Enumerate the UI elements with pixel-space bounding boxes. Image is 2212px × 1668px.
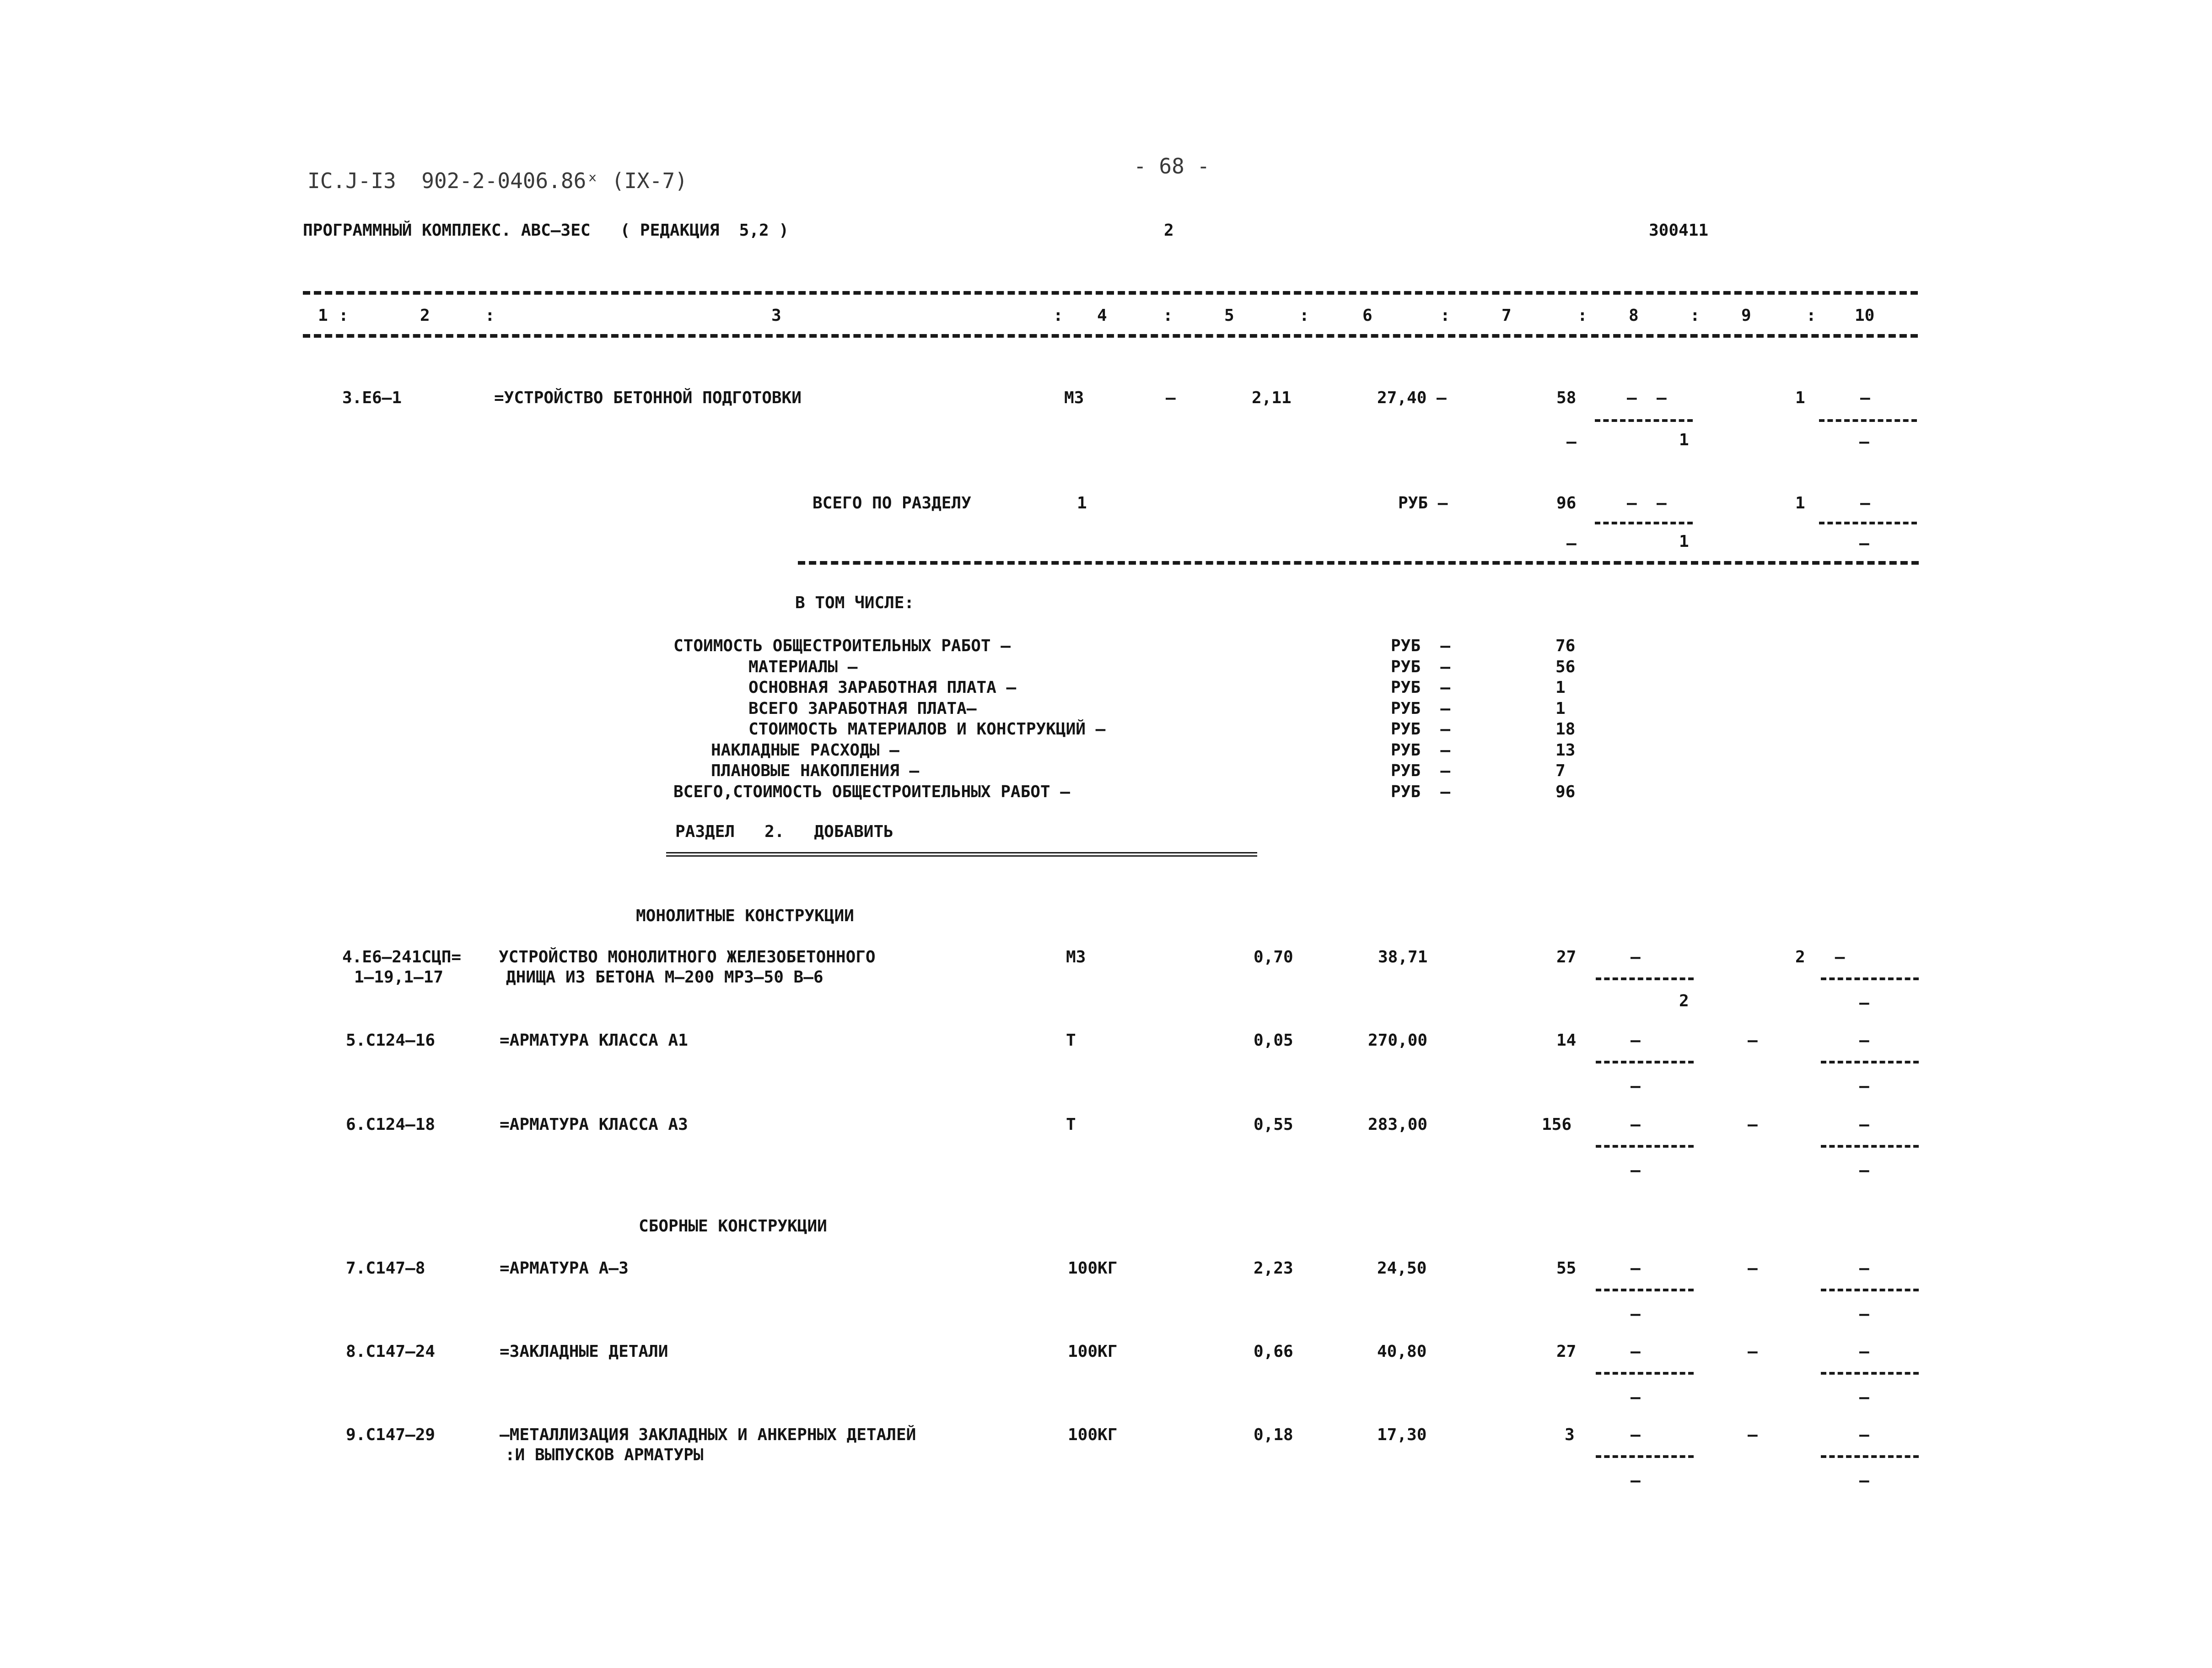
column-separator: : <box>1440 306 1450 325</box>
section-total-col10-top-left: 1 <box>1795 494 1805 513</box>
row-quantity: 2,11 <box>1252 389 1292 407</box>
including-item-unit: РУБ – <box>1391 720 1451 739</box>
row-col9: – <box>1748 1342 1758 1361</box>
column-separator: : <box>1577 306 1588 325</box>
monolithic-heading: МОНОЛИТНЫЕ КОНСТРУКЦИИ <box>636 907 854 925</box>
including-item-value: 7 <box>1555 761 1566 780</box>
table-top-rule <box>303 291 1918 295</box>
row-col10-bottom: – <box>1859 1161 1869 1180</box>
column-separator: : <box>1163 306 1173 325</box>
row-unit: М3 <box>1066 948 1086 966</box>
row-col10-top: – <box>1860 389 1870 407</box>
row-col8-bottom: 1 <box>1679 431 1689 449</box>
row-name: УСТРОЙСТВО МОНОЛИТНОГО ЖЕЛЕЗОБЕТОННОГО <box>499 948 876 966</box>
row-number: 6.C124–18 <box>346 1115 436 1134</box>
section-total-unit: РУБ – <box>1398 494 1448 513</box>
row-unit: Т <box>1066 1115 1076 1134</box>
row-quantity: 2,23 <box>1254 1259 1293 1278</box>
including-item-label: ПЛАНОВЫЕ НАКОПЛЕНИЯ – <box>711 761 920 780</box>
column-header-3: 3 <box>771 306 781 325</box>
row-unit: 100КГ <box>1068 1425 1118 1444</box>
row-number-continued: 1–19,1–17 <box>354 968 444 987</box>
row-col8-top: – <box>1631 1342 1641 1361</box>
row-total: 58 <box>1556 389 1577 407</box>
row-unit: 100КГ <box>1068 1259 1118 1278</box>
row-total: 27 <box>1556 948 1577 966</box>
row-price: 270,00 <box>1368 1031 1428 1050</box>
row-col8-bottom: 2 <box>1679 992 1689 1010</box>
row-col8-bottom: – <box>1631 1077 1641 1096</box>
document-stamp: IC.J-I3 902-2-0406.86ˣ (IX-7) <box>307 168 688 193</box>
row-col8-top: – <box>1631 1115 1641 1134</box>
column-header-10: 10 <box>1855 306 1875 325</box>
row-unit: Т <box>1066 1031 1076 1050</box>
row-col10-top: – <box>1859 1425 1869 1444</box>
row-col10-top-left: 1 <box>1795 389 1805 407</box>
row-total: 55 <box>1556 1259 1577 1278</box>
fraction-rule <box>1595 419 1693 422</box>
row-col10-top: – <box>1859 1259 1869 1278</box>
fraction-rule <box>1819 522 1917 524</box>
row-unit: М3 <box>1064 389 1084 407</box>
fraction-rule <box>1596 1455 1694 1458</box>
row-col9: – <box>1748 1425 1758 1444</box>
including-item-unit: РУБ – <box>1391 761 1451 780</box>
row-name: =АРМАТУРА КЛАССА А1 <box>500 1031 688 1050</box>
section-total-col8-top: – – <box>1627 494 1667 513</box>
including-title: В ТОМ ЧИСЛЕ: <box>795 594 915 612</box>
row-name: =АРМАТУРА КЛАССА А3 <box>500 1115 688 1134</box>
section-total-col8-bottom-left: – <box>1566 534 1577 553</box>
row-col8-top: – <box>1631 1425 1641 1444</box>
row-col10-bottom: – <box>1859 1471 1869 1490</box>
row-quantity: 0,18 <box>1254 1425 1293 1444</box>
program-title: ПРОГРАММНЫЙ КОМПЛЕКС. АВС–ЗЕС ( РЕДАКЦИЯ 5,2 ) <box>303 221 789 240</box>
fraction-rule <box>1821 1455 1919 1458</box>
column-separator: : <box>485 306 495 325</box>
row-total: 27 <box>1556 1342 1577 1361</box>
row-col10-top: – <box>1859 1115 1869 1134</box>
fraction-rule <box>1596 1372 1694 1375</box>
table-header-rule <box>303 334 1918 338</box>
row-number: 3.E6–1 <box>342 389 402 407</box>
including-item-label: ВСЕГО ЗАРАБОТНАЯ ПЛАТА– <box>748 699 977 718</box>
column-separator: : <box>1806 306 1816 325</box>
section-total-value: 96 <box>1556 494 1577 513</box>
including-item-value: 96 <box>1555 782 1576 801</box>
including-item-unit: РУБ – <box>1391 699 1451 718</box>
section-total-label: ВСЕГО ПО РАЗДЕЛУ <box>813 494 971 513</box>
row-col8-bottom: – <box>1631 1388 1641 1407</box>
including-item-value: 18 <box>1555 720 1576 739</box>
fraction-rule <box>1821 977 1919 980</box>
row-price: 283,00 <box>1368 1115 1428 1134</box>
row-col8-top: – <box>1631 1259 1641 1278</box>
prefab-heading: СБОРНЫЕ КОНСТРУКЦИИ <box>639 1217 827 1236</box>
column-header-4: 4 <box>1097 306 1107 325</box>
section-total-col10-bottom: – <box>1859 534 1869 553</box>
row-total: 14 <box>1556 1031 1577 1050</box>
row-col8-bottom-left: – <box>1566 432 1577 451</box>
row-name: =АРМАТУРА А–3 <box>500 1259 629 1278</box>
row-col10-bottom: – <box>1859 432 1869 451</box>
including-item-value: 76 <box>1555 637 1576 655</box>
row-name-continued: ДНИЩА ИЗ БЕТОНА М–200 МРЗ–50 В–6 <box>506 968 823 987</box>
page-number: - 68 - <box>1134 154 1210 178</box>
including-item-label: НАКЛАДНЫЕ РАСХОДЫ – <box>711 740 899 760</box>
fraction-rule <box>1596 1061 1694 1063</box>
including-item-unit: РУБ – <box>1391 740 1451 760</box>
row-col10-bottom: – <box>1859 1077 1869 1096</box>
row-col8-bottom: – <box>1631 1305 1641 1323</box>
row-total: 3 <box>1565 1425 1575 1444</box>
including-item-unit: РУБ – <box>1391 678 1451 697</box>
row-col8-top: – – <box>1627 389 1667 407</box>
row-number: 5.C124–16 <box>346 1031 436 1050</box>
sheet-number: 2 <box>1164 221 1174 240</box>
row-unit: 100КГ <box>1068 1342 1118 1361</box>
column-header-5: 5 <box>1224 306 1234 325</box>
row-col10-top: – <box>1859 1342 1869 1361</box>
column-separator: : <box>1053 306 1063 325</box>
including-item-value: 13 <box>1555 740 1576 760</box>
row-price: 24,50 <box>1377 1259 1427 1278</box>
row-col5: – <box>1166 389 1176 407</box>
including-item-label: ОСНОВНАЯ ЗАРАБОТНАЯ ПЛАТА – <box>748 678 1017 697</box>
including-item-unit: РУБ – <box>1391 782 1451 801</box>
row-col10-top: 2 – <box>1795 948 1845 966</box>
column-separator: : <box>339 306 349 325</box>
fraction-rule <box>1821 1372 1919 1375</box>
row-price: 40,80 <box>1377 1342 1427 1361</box>
including-item-value: 56 <box>1555 657 1576 676</box>
row-total: 156 <box>1542 1115 1572 1134</box>
row-col10-bottom: – <box>1859 1305 1869 1323</box>
including-item-unit: РУБ – <box>1391 637 1451 655</box>
row-col10-bottom: – <box>1859 1388 1869 1407</box>
row-col8-bottom: – <box>1631 1161 1641 1180</box>
row-col8-bottom: – <box>1631 1471 1641 1490</box>
row-price: 38,71 <box>1378 948 1428 966</box>
including-item-label: МАТЕРИАЛЫ – <box>748 657 858 676</box>
row-col9: – <box>1748 1259 1758 1278</box>
including-item-label: ВСЕГО,СТОИМОСТЬ ОБЩЕСТРОИТЕЛЬНЫХ РАБОТ – <box>673 782 1070 801</box>
row-quantity: 0,55 <box>1254 1115 1293 1134</box>
fraction-rule <box>1821 1289 1919 1291</box>
row-name: =УСТРОЙСТВО БЕТОННОЙ ПОДГОТОВКИ <box>494 389 802 407</box>
row-name: –МЕТАЛЛИЗАЦИЯ ЗАКЛАДНЫХ И АНКЕРНЫХ ДЕТАЛЕЙ <box>500 1425 916 1444</box>
row-name-continued: :И ВЫПУСКОВ АРМАТУРЫ <box>505 1446 704 1464</box>
fraction-rule <box>1596 1145 1694 1148</box>
fraction-rule <box>1821 1061 1919 1063</box>
column-header-1: 1 <box>318 306 328 325</box>
including-item-label: СТОИМОСТЬ МАТЕРИАЛОВ И КОНСТРУКЦИЙ – <box>748 720 1106 739</box>
fraction-rule <box>1819 419 1917 422</box>
column-header-7: 7 <box>1502 306 1512 325</box>
row-number: 4.E6–241СЦП= <box>342 948 462 966</box>
column-header-9: 9 <box>1741 306 1751 325</box>
row-col9: – <box>1748 1031 1758 1050</box>
row-col8-top: – <box>1631 948 1641 966</box>
section-total-col10-top: – <box>1860 494 1870 513</box>
row-name: =ЗАКЛАДНЫЕ ДЕТАЛИ <box>500 1342 668 1361</box>
including-item-value: 1 <box>1555 699 1566 718</box>
fraction-rule <box>1596 1289 1694 1291</box>
column-separator: : <box>1690 306 1700 325</box>
row-price: 17,30 <box>1377 1425 1427 1444</box>
including-item-unit: РУБ – <box>1391 657 1451 676</box>
row-number: 9.C147–29 <box>346 1425 436 1444</box>
row-quantity: 0,66 <box>1254 1342 1293 1361</box>
row-col10-top: – <box>1859 1031 1869 1050</box>
section-2-heading: РАЗДЕЛ 2. ДОБАВИТЬ <box>675 822 893 841</box>
row-col9: – <box>1748 1115 1758 1134</box>
row-quantity: 0,70 <box>1254 948 1293 966</box>
document-code: 300411 <box>1649 221 1709 240</box>
fraction-rule <box>1821 1145 1919 1148</box>
including-item-label: СТОИМОСТЬ ОБЩЕСТРОИТЕЛЬНЫХ РАБОТ – <box>673 637 1011 655</box>
row-col10-bottom: – <box>1859 993 1869 1012</box>
column-header-2: 2 <box>420 306 430 325</box>
section-total-rule <box>798 561 1919 565</box>
row-number: 8.C147–24 <box>346 1342 436 1361</box>
row-quantity: 0,05 <box>1254 1031 1293 1050</box>
column-header-6: 6 <box>1362 306 1372 325</box>
section-2-rule <box>666 852 1257 857</box>
column-separator: : <box>1299 306 1309 325</box>
fraction-rule <box>1595 522 1693 524</box>
row-col8-top: – <box>1631 1031 1641 1050</box>
column-header-8: 8 <box>1629 306 1639 325</box>
section-total-number: 1 <box>1077 494 1087 513</box>
section-total-col8-bottom: 1 <box>1679 532 1689 551</box>
row-number: 7.C147–8 <box>346 1259 425 1278</box>
fraction-rule <box>1596 977 1694 980</box>
including-item-value: 1 <box>1555 678 1566 697</box>
row-price: 27,40 – <box>1377 389 1447 407</box>
